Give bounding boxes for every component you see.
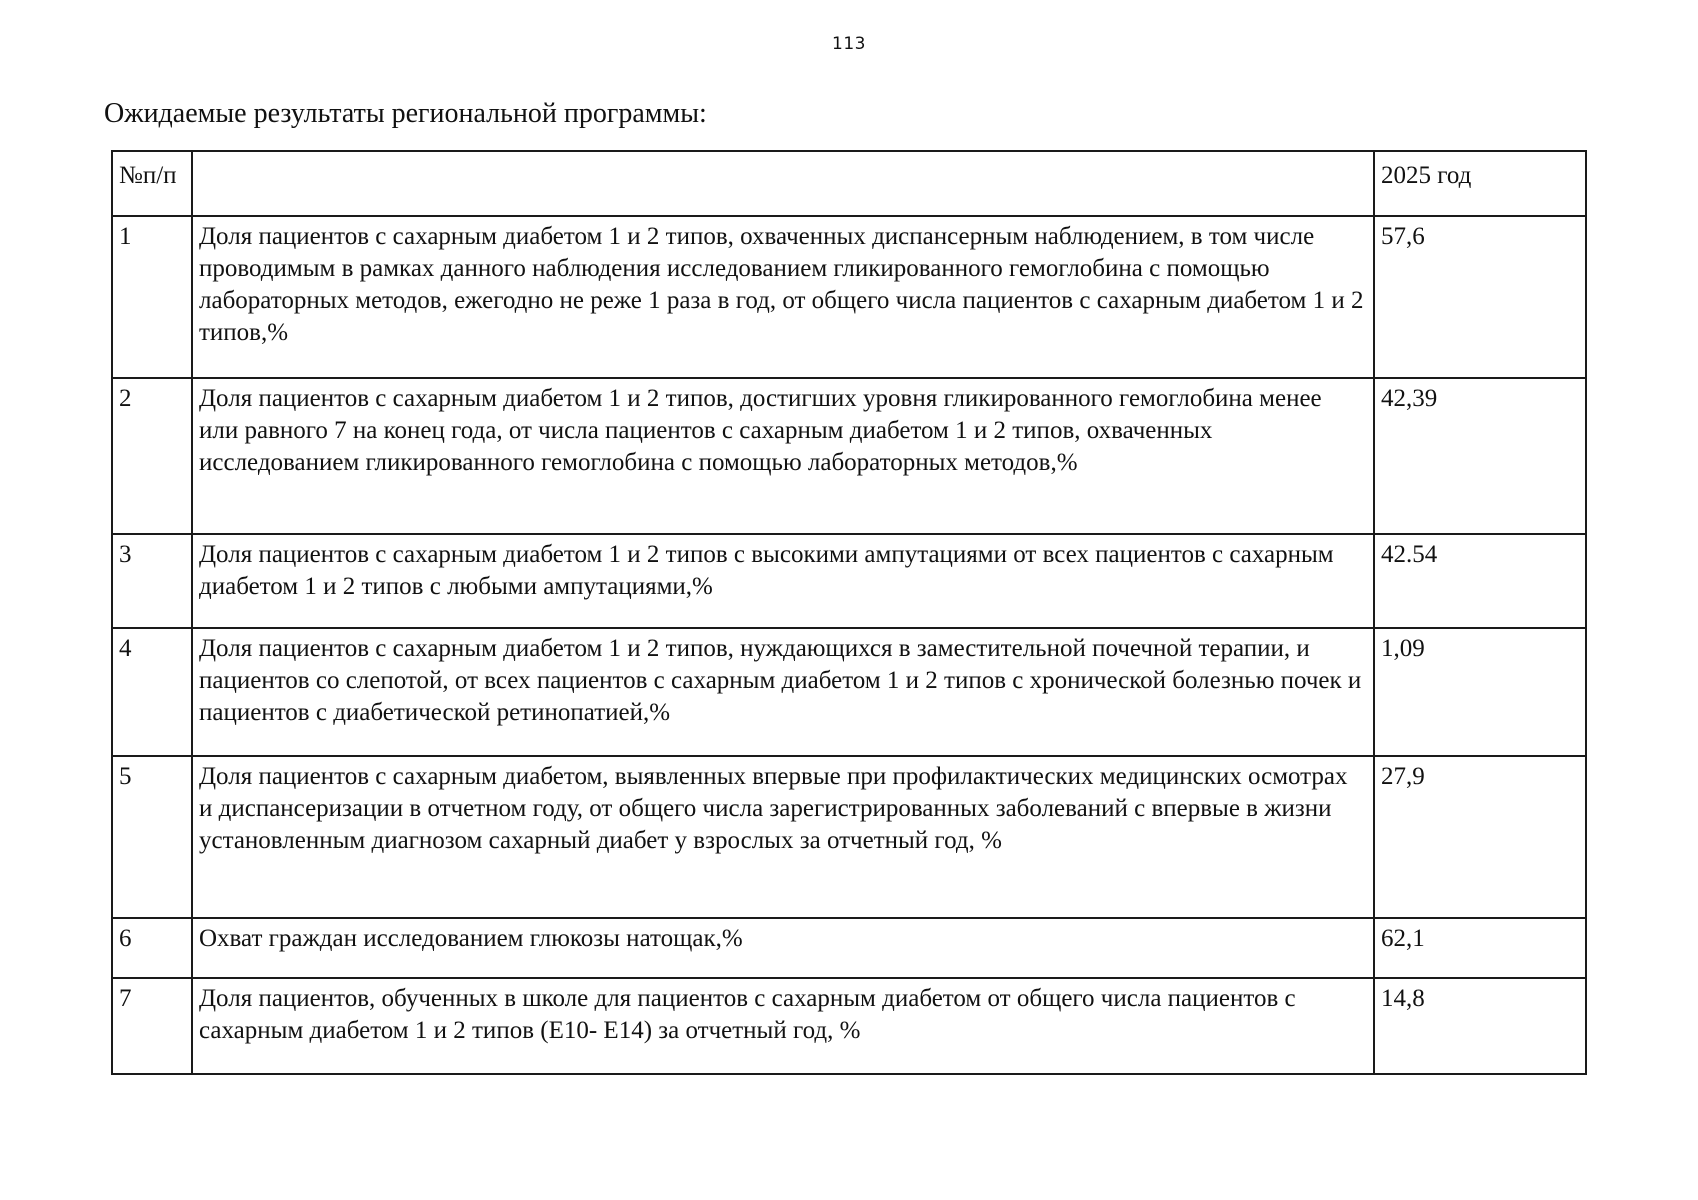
page-number: 113 [832, 34, 866, 54]
row-value: 1,09 [1374, 628, 1586, 756]
row-value: 27,9 [1374, 756, 1586, 918]
row-value: 14,8 [1374, 978, 1586, 1074]
header-year-cell: 2025 год [1374, 151, 1586, 216]
row-value: 42.54 [1374, 534, 1586, 628]
row-value: 42,39 [1374, 378, 1586, 534]
table-row [112, 628, 1586, 756]
row-num: 5 [112, 756, 192, 918]
row-value: 62,1 [1374, 918, 1586, 978]
table-row [112, 756, 1586, 918]
table-row [112, 918, 1586, 978]
row-indicator: Доля пациентов с сахарным диабетом 1 и 2 типов, нуждающихся в заместительной почечной терапии, и пациентов со слепотой, от всех пациентов с сахарным диабетом 1 и 2 типов с хронической болезнью почек и пациентов с диабетической ретинопатией,% [192, 628, 1374, 756]
row-num: 6 [112, 918, 192, 978]
row-indicator: Доля пациентов, обученных в школе для пациентов с сахарным диабетом от общего числа пациентов с сахарным диабетом 1 и 2 типов (Е10- Е14) за отчетный год, % [192, 978, 1374, 1074]
row-num: 1 [112, 216, 192, 378]
row-num: 3 [112, 534, 192, 628]
table-row [112, 378, 1586, 534]
table-row [112, 216, 1586, 378]
row-indicator: Охват граждан исследованием глюкозы натощак,% [192, 918, 1374, 978]
row-num: 7 [112, 978, 192, 1074]
row-indicator: Доля пациентов с сахарным диабетом 1 и 2 типов, охваченных диспансерным наблюдением, в том числе проводимым в рамках данного наблюдения исследованием гликированного гемоглобина с помощью лабораторных методов, ежегодно не реже 1 раза в год, от общего числа пациентов с сахарным диабетом 1 и 2 типов,% [192, 216, 1374, 378]
header-num-cell: №п/п [112, 151, 192, 216]
row-indicator: Доля пациентов с сахарным диабетом 1 и 2 типов с высокими ампутациями от всех пациентов с сахарным диабетом 1 и 2 типов с любыми ампутациями,% [192, 534, 1374, 628]
header-indicator-cell [192, 151, 1374, 216]
row-indicator: Доля пациентов с сахарным диабетом 1 и 2 типов, достигших уровня гликированного гемоглобина менее или равного 7 на конец года, от числа пациентов с сахарным диабетом 1 и 2 типов, охваченных исследованием гликированного гемоглобина с помощью лабораторных методов,% [192, 378, 1374, 534]
table-row [112, 978, 1586, 1074]
row-num: 4 [112, 628, 192, 756]
row-value: 57,6 [1374, 216, 1586, 378]
table-row [112, 534, 1586, 628]
results-table [111, 150, 1587, 1075]
row-indicator: Доля пациентов с сахарным диабетом, выявленных впервые при профилактических медицинских осмотрах и диспансеризации в отчетном году, от общего числа зарегистрированных заболеваний с впервые в жизни установленным диагнозом сахарный диабет у взрослых за отчетный год, % [192, 756, 1374, 918]
table-header-row [112, 151, 1586, 216]
row-num: 2 [112, 378, 192, 534]
page-heading: Ожидаемые результаты региональной программы: [104, 98, 707, 129]
